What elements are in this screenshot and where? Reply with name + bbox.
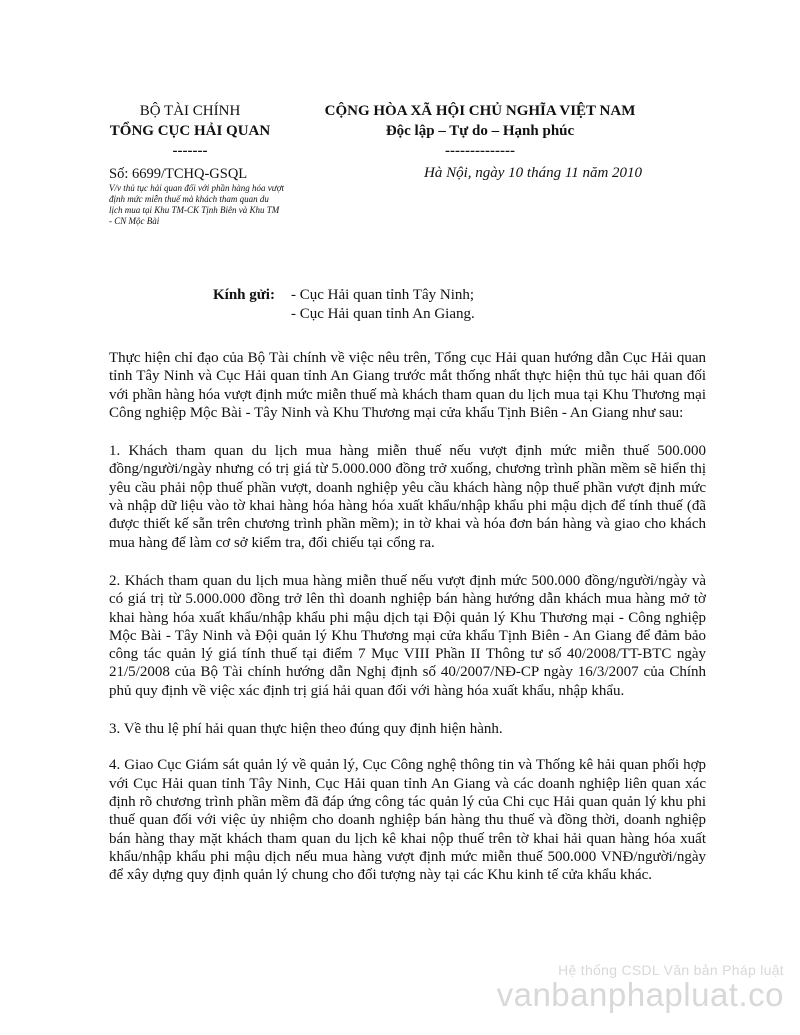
national-header-block: [300, 101, 660, 161]
watermark-tagline: Hệ thống CSDL Văn bản Pháp luật: [558, 962, 784, 978]
issuing-authority-block: [90, 101, 290, 161]
body-paragraph: 4. Giao Cục Giám sát quản lý về quản lý, Cục Công nghệ thông tin và Thống kê hải quan phối hợp với Cục Hải quan tỉnh Tây Ninh, Cục Hải quan tỉnh An Giang và các doanh nghiệp liên quan xác định rõ chương trình phần mềm đã đáp ứng công tác quản lý của Chi cục Hải quan quản lý khu phi thuế quan đối với việc ủy nhiệm cho doanh nghiệp bán hàng thu thuế và đồng thời, doanh nghiệp bán hàng thay mặt khách tham quan du lịch kê khai nộp thuế trên tờ khai hải quan hàng hóa xuất khẩu/nhập khẩu phi mậu dịch nếu mua hàng vượt định mức miễn thuế 500.000 VNĐ/người/ngày để xây dựng quy định quản lý chung cho đối tượng này tại các Khu kinh tế cửa khẩu khác.: [109, 757, 706, 884]
document-subject: V/v thủ tục hải quan đối với phần hàng hóa vượt định mức miễn thuế mà khách tham quan du lịch mua tại Khu TM-CK Tịnh Biên và Khu TM - CN Mộc Bài: [109, 183, 284, 226]
issue-date: Hà Nội, ngày 10 tháng 11 năm 2010: [424, 165, 643, 181]
department-name: TỔNG CỤC HẢI QUAN: [109, 123, 271, 139]
document-number: Số: 6699/TCHQ-GSQL: [109, 166, 248, 182]
recipients-label: Kính gửi:: [213, 287, 275, 303]
site-watermark: [497, 962, 784, 1014]
body-paragraph: 1. Khách tham quan du lịch mua hàng miễn thuế nếu vượt định mức miễn thuế 500.000 đồng/người/ngày nhưng có trị giá từ 5.000.000 đồng trở xuống, chương trình phần mềm sẽ hiển thị yêu cầu phải nộp thuế phần vượt, doanh nghiệp yêu cầu khách hàng nộp thuế phần vượt định mức và nhập dữ liệu vào tờ khai hàng hóa hàng hóa xuất khẩu/nhập khẩu phi mậu dịch để tính thuế (đã được thiết kế sẵn trên chương trình phần mềm); in tờ khai và hóa đơn bán hàng và giao cho khách mua hàng để làm cơ sở kiểm tra, đối chiếu tại cổng ra.: [109, 443, 706, 551]
recipients-block: [213, 286, 475, 324]
ministry-name: BỘ TÀI CHÍNH: [139, 103, 241, 119]
recipient-item: - Cục Hải quan tỉnh An Giang.: [291, 306, 475, 322]
body-paragraph: Thực hiện chỉ đạo của Bộ Tài chính về việc nêu trên, Tổng cục Hải quan hướng dẫn Cục Hải quan tỉnh Tây Ninh và Cục Hải quan tỉnh An Giang trước mắt thống nhất thực hiện thủ tục hải quan đối với phần hàng hóa vượt định mức miễn thuế mà khách tham quan du lịch mua tại Khu Thương mại Công nghiệp Mộc Bài - Tây Ninh và Khu Thương mại cửa khẩu Tịnh Biên - An Giang như sau:: [109, 350, 706, 421]
left-separator: -------: [172, 143, 208, 159]
body-paragraph: 2. Khách tham quan du lịch mua hàng miễn thuế nếu vượt định mức 500.000 đồng/người/ngày và có giá trị từ 5.000.000 đồng trở lên thì doanh nghiệp bán hàng hướng dẫn khách mua hàng mở tờ khai hàng hóa xuất khẩu/nhập khẩu phi mậu dịch tại Đội quản lý Khu Thương mại - Công nghiệp Mộc Bài - Tây Ninh và Đội quản lý Khu Thương mại cửa khẩu Tịnh Biên - An Giang để đảm bảo công tác quản lý giá tính thuế tại điểm 7 Mục VIII Phần II Thông tư số 40/2008/TT-BTC ngày 21/5/2008 của Bộ Tài chính hướng dẫn Nghị định số 40/2007/NĐ-CP ngày 16/3/2007 của Chính phủ quy định về việc xác định trị giá hải quan đối với hàng hóa xuất khẩu, nhập khẩu.: [109, 572, 706, 699]
document-body: [109, 349, 706, 904]
recipient-item: - Cục Hải quan tỉnh Tây Ninh;: [291, 287, 475, 303]
right-separator: --------------: [445, 143, 515, 159]
national-motto: Độc lập – Tự do – Hạnh phúc: [385, 123, 575, 139]
country-name: CỘNG HÒA XÃ HỘI CHỦ NGHĨA VIỆT NAM: [324, 103, 636, 119]
body-paragraph: 3. Về thu lệ phí hải quan thực hiện theo đúng quy định hiện hành.: [109, 721, 503, 738]
watermark-domain: vanbanphapluat.co: [496, 976, 784, 1013]
